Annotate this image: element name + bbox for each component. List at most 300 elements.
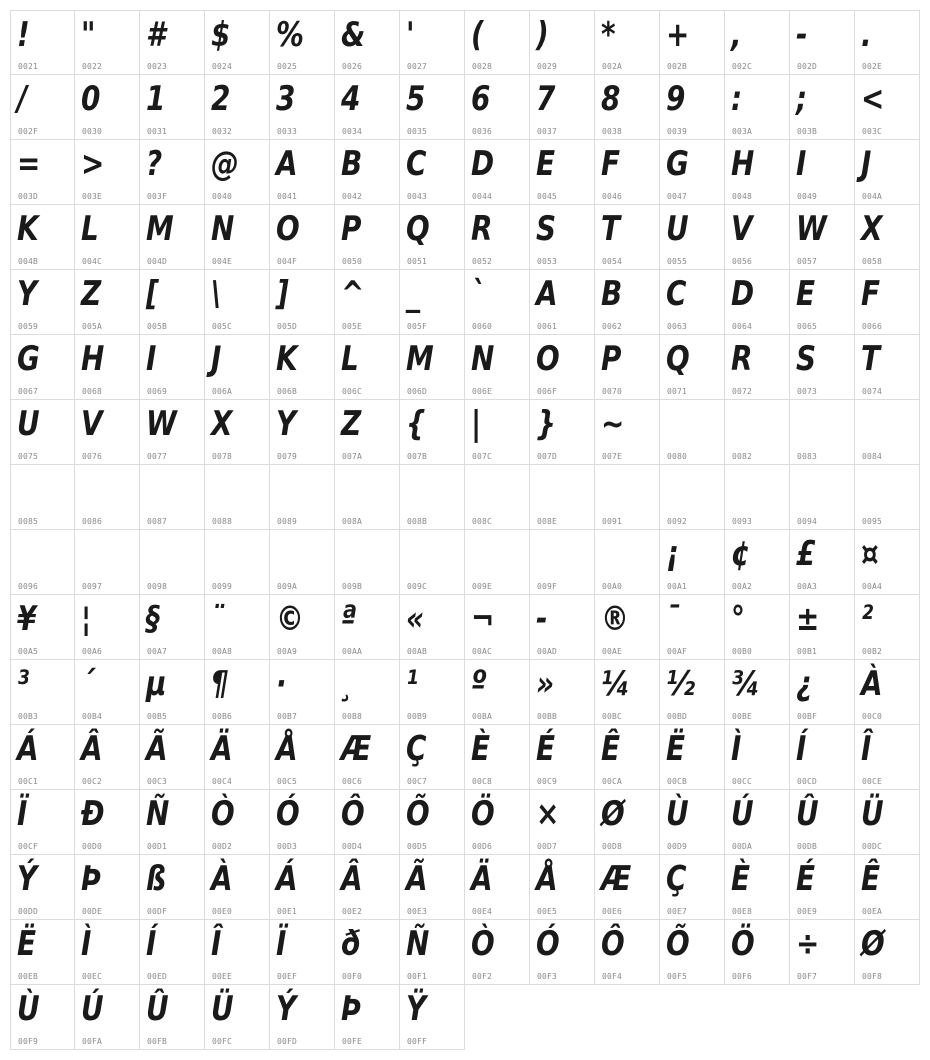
glyph-cell [595,920,660,985]
glyph-codepoint: 0085 [18,517,39,526]
glyph-cell [140,10,205,75]
glyph-codepoint: 00BE [732,712,753,721]
glyph-codepoint: 007C [472,452,493,461]
glyph-codepoint: 0091 [602,517,623,526]
glyph-cell [335,465,400,530]
glyph-codepoint: 007B [407,452,428,461]
glyph-char: # [146,15,166,55]
glyph-char: » [536,664,555,704]
glyph-char: V [81,404,103,444]
glyph-cell [530,140,595,205]
glyph-cell [75,595,140,660]
glyph-cell [140,205,205,270]
glyph-codepoint: 009E [472,582,493,591]
glyph-char: Ê [601,729,621,769]
glyph-char: C [406,144,427,184]
glyph-char: Ü [211,989,234,1029]
glyph-cell [270,140,335,205]
glyph-cell [465,465,530,530]
glyph-char: W [146,404,177,444]
glyph-codepoint: 002A [602,62,623,71]
glyph-codepoint: 00B8 [342,712,363,721]
glyph-char: D [471,144,495,184]
glyph-codepoint: 00A2 [732,582,753,591]
glyph-char: Þ [81,859,102,899]
glyph-cell [10,140,75,205]
glyph-codepoint: 0028 [472,62,493,71]
glyph-codepoint: 00DA [732,842,753,851]
glyph-codepoint: 0054 [602,257,623,266]
glyph-cell [75,400,140,465]
glyph-cell [75,140,140,205]
glyph-codepoint: 0025 [277,62,298,71]
glyph-cell [595,140,660,205]
glyph-codepoint: 0069 [147,387,168,396]
glyph-cell [855,140,920,205]
glyph-char: ; [796,79,808,119]
glyph-cell [725,205,790,270]
glyph-char: S [536,209,557,249]
glyph-cell [530,920,595,985]
glyph-cell [270,725,335,790]
glyph-char: M [146,209,174,249]
glyph-codepoint: 0031 [147,127,168,136]
glyph-codepoint: 008B [407,517,428,526]
glyph-char: Å [276,729,298,769]
glyph-char: ¡ [666,534,679,574]
glyph-codepoint: 0048 [732,192,753,201]
glyph-codepoint: 00CE [862,777,883,786]
glyph-codepoint: 0040 [212,192,233,201]
glyph-char: E [536,144,556,184]
glyph-cell [75,985,140,1050]
glyph-codepoint: 002D [797,62,818,71]
glyph-cell [205,335,270,400]
glyph-codepoint: 004D [147,257,168,266]
glyph-codepoint: 004C [82,257,103,266]
glyph-codepoint: 00ED [147,972,168,981]
glyph-codepoint: 00AC [472,647,493,656]
glyph-char: ¦ [81,599,92,639]
glyph-codepoint: 00B2 [862,647,883,656]
glyph-codepoint: 00E7 [667,907,688,916]
glyph-char: Ù [666,794,689,834]
glyph-char: Ê [861,859,881,899]
glyph-char: Ý [276,989,297,1029]
glyph-cell [595,205,660,270]
glyph-char: Ã [146,729,168,769]
glyph-cell [790,530,855,595]
glyph-cell [660,10,725,75]
glyph-codepoint: 0095 [862,517,883,526]
glyph-codepoint: 00E3 [407,907,428,916]
glyph-codepoint: 00B1 [797,647,818,656]
glyph-cell [400,660,465,725]
glyph-codepoint: 00C3 [147,777,168,786]
glyph-cell [10,920,75,985]
glyph-codepoint: 006D [407,387,428,396]
glyph-char: Ø [861,924,885,964]
glyph-codepoint: 0083 [797,452,818,461]
glyph-char: Æ [341,729,372,769]
glyph-codepoint: 00DD [18,907,39,916]
glyph-char: ] [276,274,289,314]
glyph-char: Ç [406,729,427,769]
glyph-char: Ö [471,794,495,834]
glyph-codepoint: 00F7 [797,972,818,981]
glyph-codepoint: 00F9 [18,1037,39,1046]
glyph-codepoint: 00FE [342,1037,363,1046]
glyph-codepoint: 0099 [212,582,233,591]
glyph-cell [140,985,205,1050]
glyph-codepoint: 0047 [667,192,688,201]
glyph-cell [335,660,400,725]
glyph-codepoint: 0076 [82,452,103,461]
glyph-cell [270,530,335,595]
glyph-cell [725,530,790,595]
glyph-cell [660,465,725,530]
glyph-codepoint: 006C [342,387,363,396]
glyph-char: J [211,339,222,379]
glyph-codepoint: 00B6 [212,712,233,721]
glyph-cell [10,595,75,660]
glyph-cell [790,75,855,140]
glyph-codepoint: 00E8 [732,907,753,916]
glyph-char: | [471,404,482,444]
glyph-char: A [276,144,298,184]
glyph-cell [660,660,725,725]
glyph-codepoint: 00BA [472,712,493,721]
glyph-cell [140,465,205,530]
glyph-cell [595,855,660,920]
glyph-cell [790,465,855,530]
glyph-codepoint: 0021 [18,62,39,71]
glyph-codepoint: 0072 [732,387,753,396]
glyph-char: Å [536,859,558,899]
glyph-codepoint: 00B9 [407,712,428,721]
glyph-cell [10,855,75,920]
glyph-cell [140,530,205,595]
glyph-codepoint: 00C8 [472,777,493,786]
glyph-char: £ [796,534,816,574]
glyph-cell [790,920,855,985]
glyph-codepoint: 00F8 [862,972,883,981]
glyph-cell [660,595,725,660]
glyph-codepoint: 00C1 [18,777,39,786]
glyph-codepoint: 008C [472,517,493,526]
glyph-char: * [601,15,616,55]
glyph-char: J [861,144,872,184]
glyph-char: & [341,15,366,55]
glyph-cell [660,335,725,400]
glyph-char: S [796,339,817,379]
glyph-char: X [861,209,883,249]
glyph-char: ¨ [211,599,225,639]
glyph-cell [725,920,790,985]
glyph-codepoint: 003C [862,127,883,136]
glyph-codepoint: 0098 [147,582,168,591]
glyph-char: ´ [81,664,95,704]
glyph-cell [855,270,920,335]
glyph-codepoint: 003B [797,127,818,136]
glyph-codepoint: 00F5 [667,972,688,981]
glyph-codepoint: 0066 [862,322,883,331]
glyph-cell [400,595,465,660]
glyph-codepoint: 00DC [862,842,883,851]
glyph-char: ® [601,599,629,639]
glyph-codepoint: 00BD [667,712,688,721]
glyph-codepoint: 003F [147,192,168,201]
glyph-char: ¬ [471,599,495,639]
glyph-cell [270,465,335,530]
glyph-cell [465,140,530,205]
glyph-cell [205,140,270,205]
glyph-cell [335,140,400,205]
glyph-char: Â [81,729,103,769]
glyph-char: A [536,274,558,314]
glyph-char: $ [211,15,231,55]
glyph-cell [75,75,140,140]
glyph-char: Ó [276,794,300,834]
glyph-cell [140,75,205,140]
glyph-codepoint: 00A1 [667,582,688,591]
glyph-codepoint: 00D1 [147,842,168,851]
glyph-char: Ì [731,729,742,769]
glyph-cell [465,400,530,465]
glyph-codepoint: 004A [862,192,883,201]
glyph-char: V [731,209,753,249]
glyph-codepoint: 0061 [537,322,558,331]
glyph-cell [660,140,725,205]
glyph-cell [270,790,335,855]
glyph-codepoint: 00A8 [212,647,233,656]
glyph-cell [595,725,660,790]
glyph-cell [140,790,205,855]
glyph-cell [595,530,660,595]
glyph-codepoint: 0034 [342,127,363,136]
glyph-cell [75,790,140,855]
glyph-char: I [146,339,157,379]
glyph-cell [790,10,855,75]
glyph-cell [270,75,335,140]
glyph-cell [465,790,530,855]
glyph-codepoint: 00FD [277,1037,298,1046]
glyph-cell [270,985,335,1050]
glyph-cell [660,530,725,595]
glyph-codepoint: 0079 [277,452,298,461]
glyph-cell [270,920,335,985]
glyph-codepoint: 00D7 [537,842,558,851]
glyph-cell [660,205,725,270]
glyph-cell [75,335,140,400]
glyph-codepoint: 008E [537,517,558,526]
glyph-codepoint: 004E [212,257,233,266]
glyph-cell [790,205,855,270]
glyph-codepoint: 0030 [82,127,103,136]
glyph-cell [660,920,725,985]
glyph-cell [335,725,400,790]
glyph-codepoint: 0097 [82,582,103,591]
glyph-char: R [471,209,493,249]
glyph-codepoint: 00D3 [277,842,298,851]
glyph-cell [205,400,270,465]
glyph-cell [10,530,75,595]
glyph-cell [75,855,140,920]
glyph-cell [140,270,205,335]
glyph-char: À [861,664,883,704]
glyph-cell [205,10,270,75]
glyph-cell [335,75,400,140]
glyph-cell [335,205,400,270]
glyph-codepoint: 0027 [407,62,428,71]
glyph-codepoint: 0077 [147,452,168,461]
glyph-char: Ä [211,729,233,769]
glyph-cell [660,855,725,920]
glyph-codepoint: 0053 [537,257,558,266]
glyph-codepoint: 0037 [537,127,558,136]
glyph-codepoint: 005F [407,322,428,331]
glyph-cell [595,790,660,855]
glyph-cell [660,270,725,335]
glyph-codepoint: 00BC [602,712,623,721]
glyph-cell [790,790,855,855]
glyph-cell [335,10,400,75]
glyph-char: I [796,144,807,184]
glyph-cell [530,10,595,75]
glyph-cell [140,920,205,985]
glyph-cell [465,205,530,270]
glyph-cell [205,790,270,855]
glyph-codepoint: 00AD [537,647,558,656]
glyph-cell [465,920,530,985]
glyph-codepoint: 0029 [537,62,558,71]
glyph-codepoint: 003E [82,192,103,201]
glyph-codepoint: 00D9 [667,842,688,851]
glyph-cell [400,790,465,855]
glyph-cell [465,855,530,920]
glyph-codepoint: 0038 [602,127,623,136]
glyph-char: × [536,794,560,834]
glyph-cell [855,595,920,660]
glyph-char: - [796,15,808,55]
glyph-codepoint: 00C9 [537,777,558,786]
glyph-cell [790,270,855,335]
glyph-codepoint: 0059 [18,322,39,331]
glyph-cell [270,335,335,400]
glyph-codepoint: 0056 [732,257,753,266]
glyph-cell [400,920,465,985]
glyph-char: ¢ [731,534,751,574]
glyph-cell [725,400,790,465]
glyph-codepoint: 00E0 [212,907,233,916]
glyph-cell [75,270,140,335]
glyph-cell [725,660,790,725]
glyph-codepoint: 00FF [407,1037,428,1046]
glyph-char: 5 [406,79,426,119]
glyph-codepoint: 0073 [797,387,818,396]
glyph-char: + [666,15,690,55]
glyph-codepoint: 00DE [82,907,103,916]
glyph-char: ¯ [666,599,680,639]
glyph-codepoint: 00EC [82,972,103,981]
glyph-cell [530,75,595,140]
glyph-cell [725,270,790,335]
glyph-cell [205,595,270,660]
glyph-cell [400,270,465,335]
glyph-codepoint: 0026 [342,62,363,71]
glyph-codepoint: 005A [82,322,103,331]
glyph-cell [855,205,920,270]
glyph-char: Ë [666,729,686,769]
glyph-codepoint: 0088 [212,517,233,526]
glyph-cell [530,790,595,855]
glyph-cell [855,855,920,920]
glyph-char: Q [666,339,690,379]
glyph-codepoint: 00D8 [602,842,623,851]
glyph-char: ¶ [211,664,229,704]
glyph-char: 2 [211,79,231,119]
glyph-cell [660,790,725,855]
glyph-cell [790,140,855,205]
glyph-char: Ò [471,924,495,964]
glyph-cell [270,270,335,335]
glyph-codepoint: 00CD [797,777,818,786]
glyph-codepoint: 00F1 [407,972,428,981]
glyph-cell [725,75,790,140]
glyph-codepoint: 00C6 [342,777,363,786]
glyph-codepoint: 003D [18,192,39,201]
glyph-codepoint: 0057 [797,257,818,266]
glyph-cell [725,855,790,920]
glyph-cell [335,400,400,465]
glyph-codepoint: 0055 [667,257,688,266]
glyph-cell [855,75,920,140]
glyph-cell [400,140,465,205]
glyph-codepoint: 0042 [342,192,363,201]
glyph-cell [465,335,530,400]
glyph-cell [400,10,465,75]
glyph-codepoint: 00A9 [277,647,298,656]
glyph-cell [465,660,530,725]
glyph-char: « [406,599,425,639]
glyph-cell [530,855,595,920]
glyph-cell [400,75,465,140]
glyph-char: 7 [536,79,556,119]
glyph-codepoint: 00C7 [407,777,428,786]
glyph-cell [400,335,465,400]
glyph-cell [75,920,140,985]
glyph-cell [465,75,530,140]
glyph-char: Ï [276,924,287,964]
glyph-char: 6 [471,79,491,119]
glyph-codepoint: 0086 [82,517,103,526]
glyph-codepoint: 002B [667,62,688,71]
glyph-codepoint: 00AE [602,647,623,656]
glyph-char: . [861,15,872,55]
glyph-codepoint: 0052 [472,257,493,266]
glyph-codepoint: 00F2 [472,972,493,981]
glyph-cell [595,270,660,335]
glyph-cell [270,595,335,660]
glyph-cell [140,400,205,465]
glyph-char: H [81,339,105,379]
glyph-char: Z [341,404,362,444]
glyph-char: Y [276,404,297,444]
glyph-cell [140,725,205,790]
glyph-codepoint: 00AF [667,647,688,656]
glyph-cell [660,400,725,465]
glyph-cell [660,75,725,140]
